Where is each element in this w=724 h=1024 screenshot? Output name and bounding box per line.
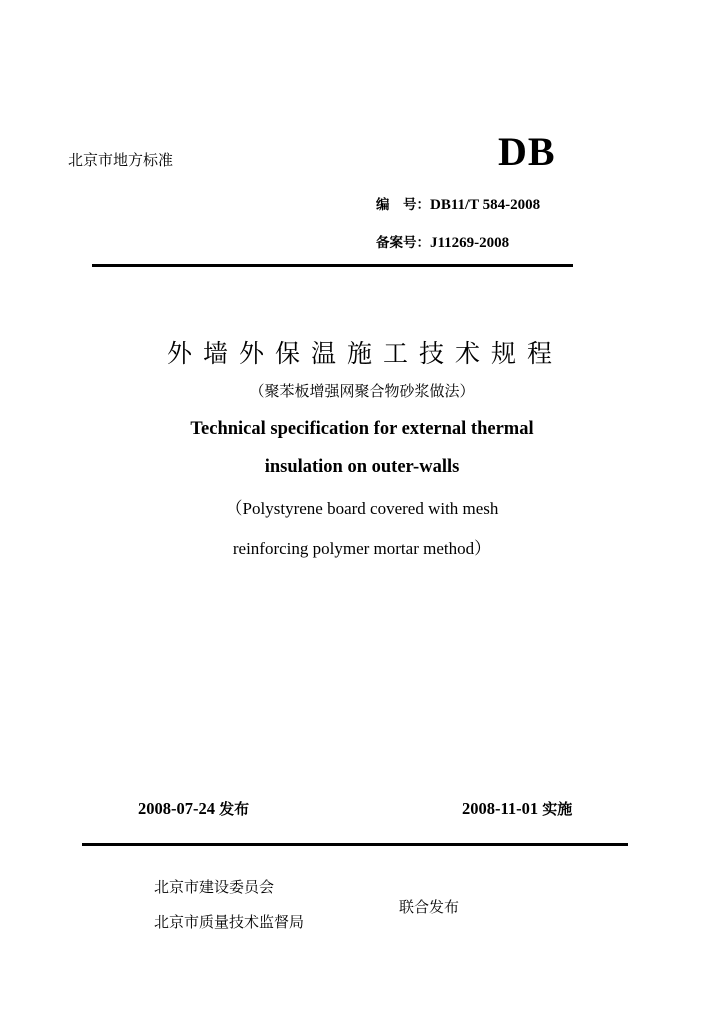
standard-code-value: DB11/T 584-2008	[430, 197, 541, 213]
implement-date: 2008-11-01	[462, 799, 539, 818]
joint-issue-label: 联合发布	[399, 898, 460, 916]
title-english-line-1: Technical specification for external thermal	[190, 419, 534, 439]
issuer-construction-commission: 北京市建设委员会	[154, 878, 275, 896]
record-number-line	[376, 231, 509, 252]
record-number-value: J11269-2008	[430, 235, 510, 251]
top-divider	[92, 264, 573, 267]
implement-date-line	[462, 798, 572, 819]
bottom-divider	[82, 843, 628, 846]
issuer-quality-supervision-bureau: 北京市质量技术监督局	[154, 913, 305, 931]
implement-label: 实施	[542, 800, 573, 818]
db-standard-mark: DB	[498, 129, 556, 174]
title-english-line-2: insulation on outer-walls	[264, 457, 460, 477]
issue-date: 2008-07-24	[138, 799, 215, 818]
subtitle-english-line-2: reinforcing polymer mortar method）	[232, 539, 492, 558]
standard-code-line	[376, 193, 540, 214]
record-number-label: 备案号：	[376, 235, 430, 251]
issue-label: 发布	[219, 800, 250, 818]
standard-code-label: 编 号：	[376, 197, 430, 213]
standard-type-label: 北京市地方标准	[68, 151, 174, 169]
issue-date-line	[138, 798, 249, 819]
subtitle-chinese: （聚苯板增强网聚合物砂浆做法）	[249, 382, 475, 400]
subtitle-english-line-1: （Polystyrene board covered with mesh	[225, 499, 499, 518]
title-chinese: 外墙外保温施工技术规程	[166, 339, 563, 368]
